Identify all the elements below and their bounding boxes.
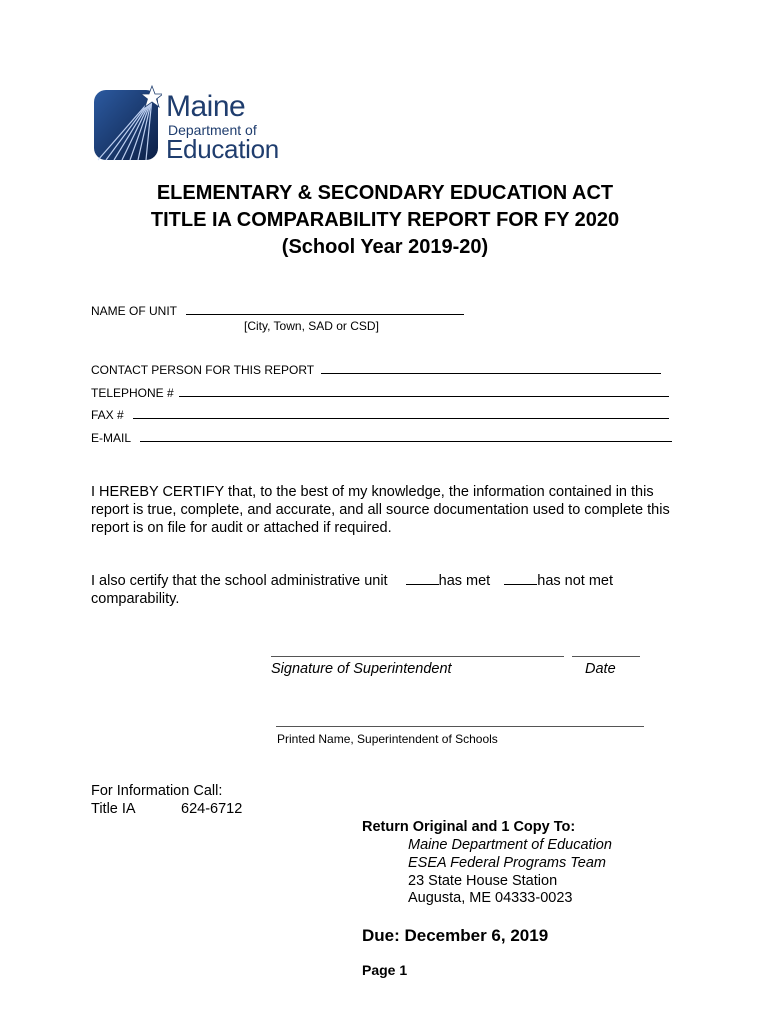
printed-name-label: Printed Name, Superintendent of Schools (277, 732, 498, 746)
has-met-label: has met (438, 573, 491, 589)
fax-label: FAX # (91, 408, 124, 422)
title-line-2: TITLE IA COMPARABILITY REPORT FOR FY 2020 (150, 209, 620, 231)
maine-doe-logo (92, 84, 307, 164)
email-blank[interactable] (140, 441, 672, 442)
contact-field[interactable] (91, 363, 661, 377)
logo-emblem-icon (92, 84, 162, 162)
title-line-1: ELEMENTARY & SECONDARY EDUCATION ACT (156, 182, 614, 204)
info-heading: For Information Call: (91, 783, 223, 799)
unit-label: NAME OF UNIT (91, 304, 177, 318)
date-line[interactable] (572, 656, 640, 657)
telephone-field[interactable] (91, 386, 669, 400)
due-date: Due: December 6, 2019 (362, 926, 549, 945)
certify-paragraph: I HEREBY CERTIFY that, to the best of my knowledge, the information contained in this report is true, complete, and accurate, and all source documentation used to complete this report is on file for audit or attached if required. (91, 484, 670, 536)
has-met-blank[interactable] (406, 584, 439, 585)
fax-blank[interactable] (133, 418, 669, 419)
comparability-certification (91, 572, 711, 590)
logo-text-department: Department of (168, 122, 257, 138)
has-not-met-label: has not met (537, 573, 614, 589)
email-field[interactable] (91, 431, 672, 445)
info-phone: 624-6712 (181, 801, 243, 817)
logo-text-maine: Maine (166, 90, 246, 123)
unit-field[interactable] (91, 304, 464, 318)
printed-name-line[interactable] (276, 726, 644, 727)
info-program: Title IA (91, 801, 136, 817)
date-label: Date (585, 661, 616, 677)
comparability-word: comparability. (91, 591, 180, 607)
contact-blank[interactable] (321, 373, 661, 374)
unit-blank[interactable] (186, 314, 464, 315)
page-number: Page 1 (362, 962, 408, 978)
telephone-label: TELEPHONE # (91, 386, 174, 400)
return-line-3: 23 State House Station (408, 873, 558, 889)
document-title (0, 180, 770, 261)
telephone-blank[interactable] (179, 396, 669, 397)
return-line-1: Maine Department of Education (408, 837, 612, 853)
logo-text-education: Education (166, 134, 279, 164)
return-line-2: ESEA Federal Programs Team (408, 855, 606, 871)
return-heading: Return Original and 1 Copy To: (362, 819, 576, 835)
unit-hint: [City, Town, SAD or CSD] (244, 319, 379, 333)
signature-line[interactable] (271, 656, 564, 657)
has-not-met-blank[interactable] (504, 584, 537, 585)
fax-field[interactable] (91, 408, 669, 422)
signature-label: Signature of Superintendent (271, 661, 452, 677)
contact-label: CONTACT PERSON FOR THIS REPORT (91, 363, 314, 377)
also-certify-text: I also certify that the school administrative unit (91, 573, 388, 589)
title-line-3: (School Year 2019-20) (281, 236, 489, 258)
return-line-4: Augusta, ME 04333-0023 (408, 890, 573, 906)
email-label: E-MAIL (91, 431, 131, 445)
